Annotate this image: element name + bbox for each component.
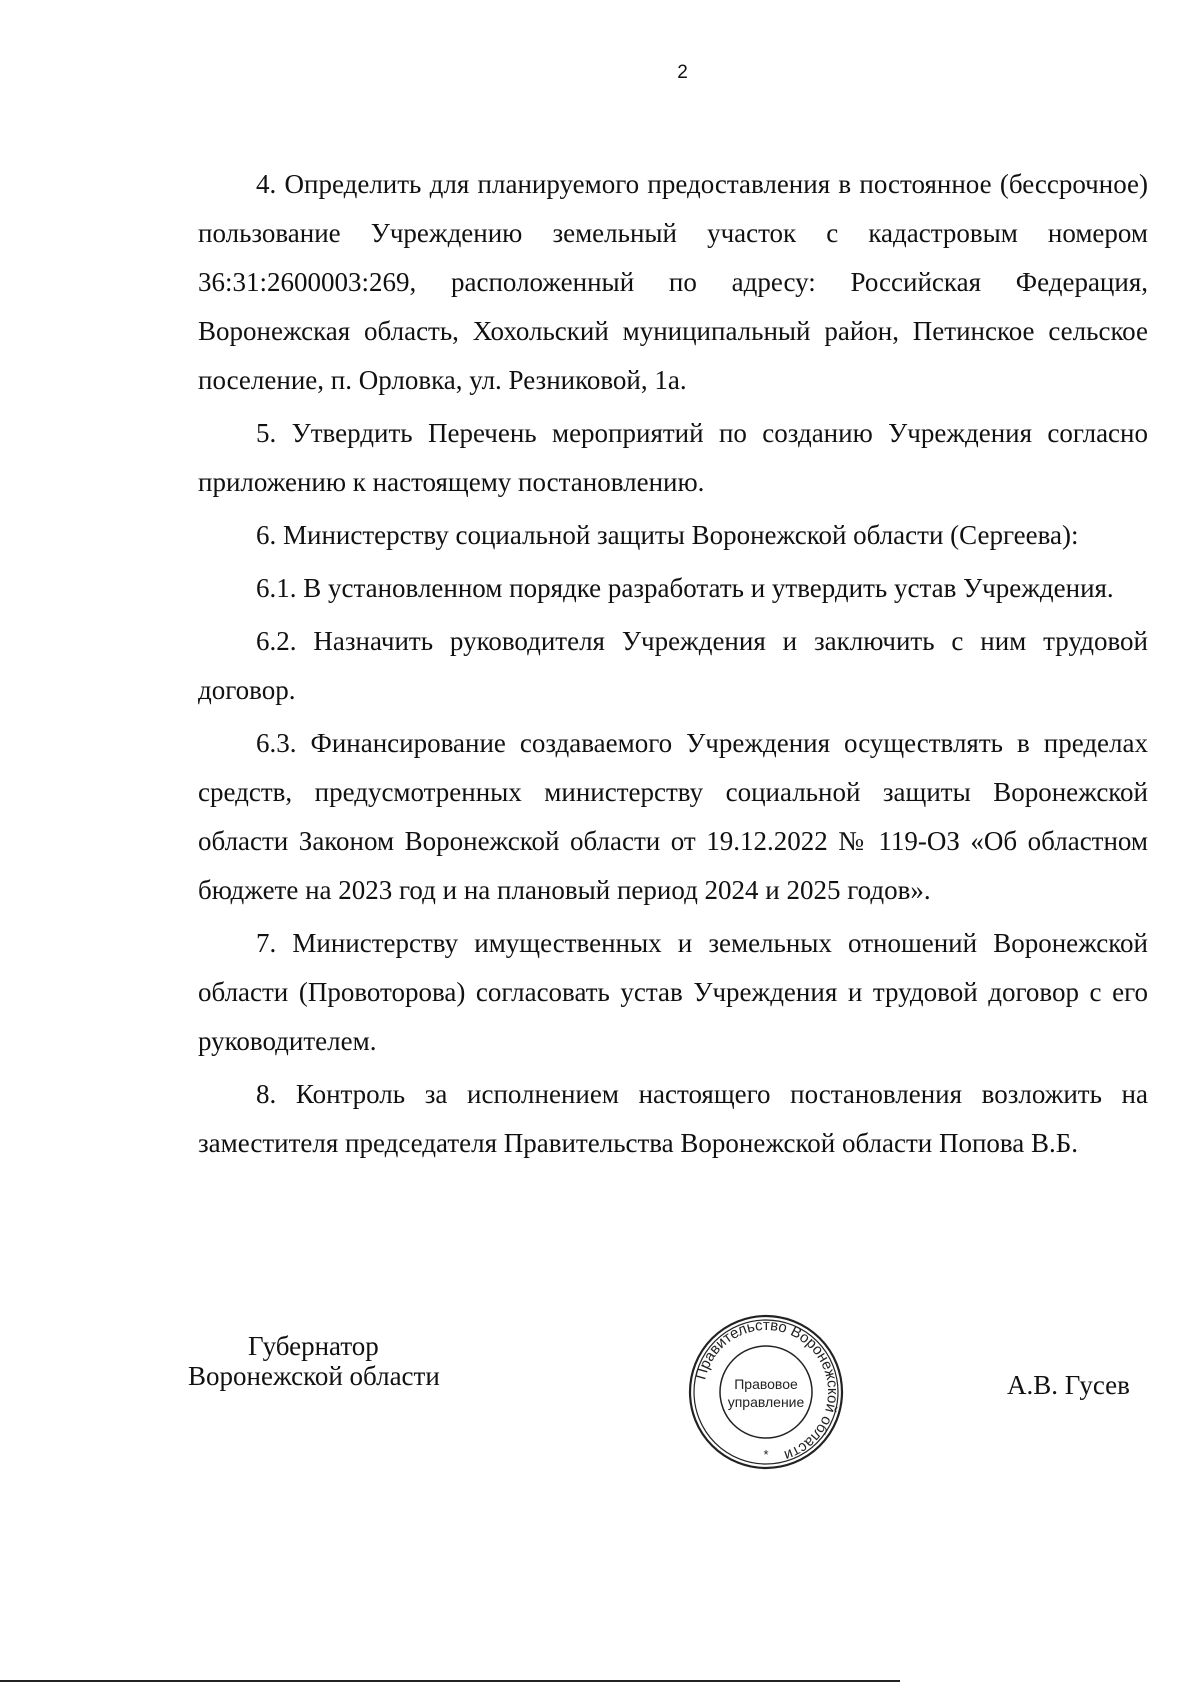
paragraph-6: 6. Министерству социальной защиты Воронежской области (Сергеева): xyxy=(256,520,1079,550)
paragraph-8: 8. Контроль за исполнением настоящего постановления возложить на заместителя председателя Правительства Воронежской области Попова В.Б. xyxy=(198,1079,1148,1158)
stamp-outer-text: Правительство Воронежской области xyxy=(692,1316,842,1464)
paragraph-6-1: 6.1. В установленном порядке разработать и утвердить устав Учреждения. xyxy=(256,573,1114,603)
signature-title-line1: Губернатор xyxy=(248,1331,379,1361)
paragraph-7: 7. Министерству имущественных и земельных отношений Воронежской области (Провоторова) согласовать устав Учреждения и трудовой договор с его руководителем. xyxy=(198,928,1148,1056)
stamp-inner-line1: Правовое xyxy=(734,1376,798,1392)
signature-title xyxy=(188,1331,440,1391)
stamp-inner-line2: управление xyxy=(727,1394,805,1410)
page-number: 2 xyxy=(677,62,688,83)
signature-title-line2: Воронежской области xyxy=(188,1361,440,1391)
paragraph-5: 5. Утвердить Перечень мероприятий по созданию Учреждения согласно приложению к настоящему постановлению. xyxy=(198,418,1148,497)
stamp-star: * xyxy=(763,1447,769,1462)
bottom-rule xyxy=(0,1680,900,1682)
paragraph-6-2: 6.2. Назначить руководителя Учреждения и заключить с ним трудовой договор. xyxy=(198,626,1148,705)
signatory-name: А.В. Гусев xyxy=(1007,1370,1130,1400)
paragraph-4: 4. Определить для планируемого предоставления в постоянное (бессрочное) пользование Учреждению земельный участок с кадастровым номером 36:31:2600003:269, расположенный по адресу: Российская Федерация, Воронежская область, Хохольский муниципальный район, Петинское сельское поселение, п. Орловка, ул. Резниковой, 1а. xyxy=(198,169,1148,395)
approval-stamp xyxy=(686,1312,846,1472)
paragraph-6-3: 6.3. Финансирование создаваемого Учреждения осуществлять в пределах средств, предусмотренных министерству социальной защиты Воронежской области Законом Воронежской области от 19.12.2022 № 119-ОЗ «Об областном бюджете на 2023 год и на плановый период 2024 и 2025 годов». xyxy=(198,728,1148,905)
document-body xyxy=(198,160,1148,1172)
